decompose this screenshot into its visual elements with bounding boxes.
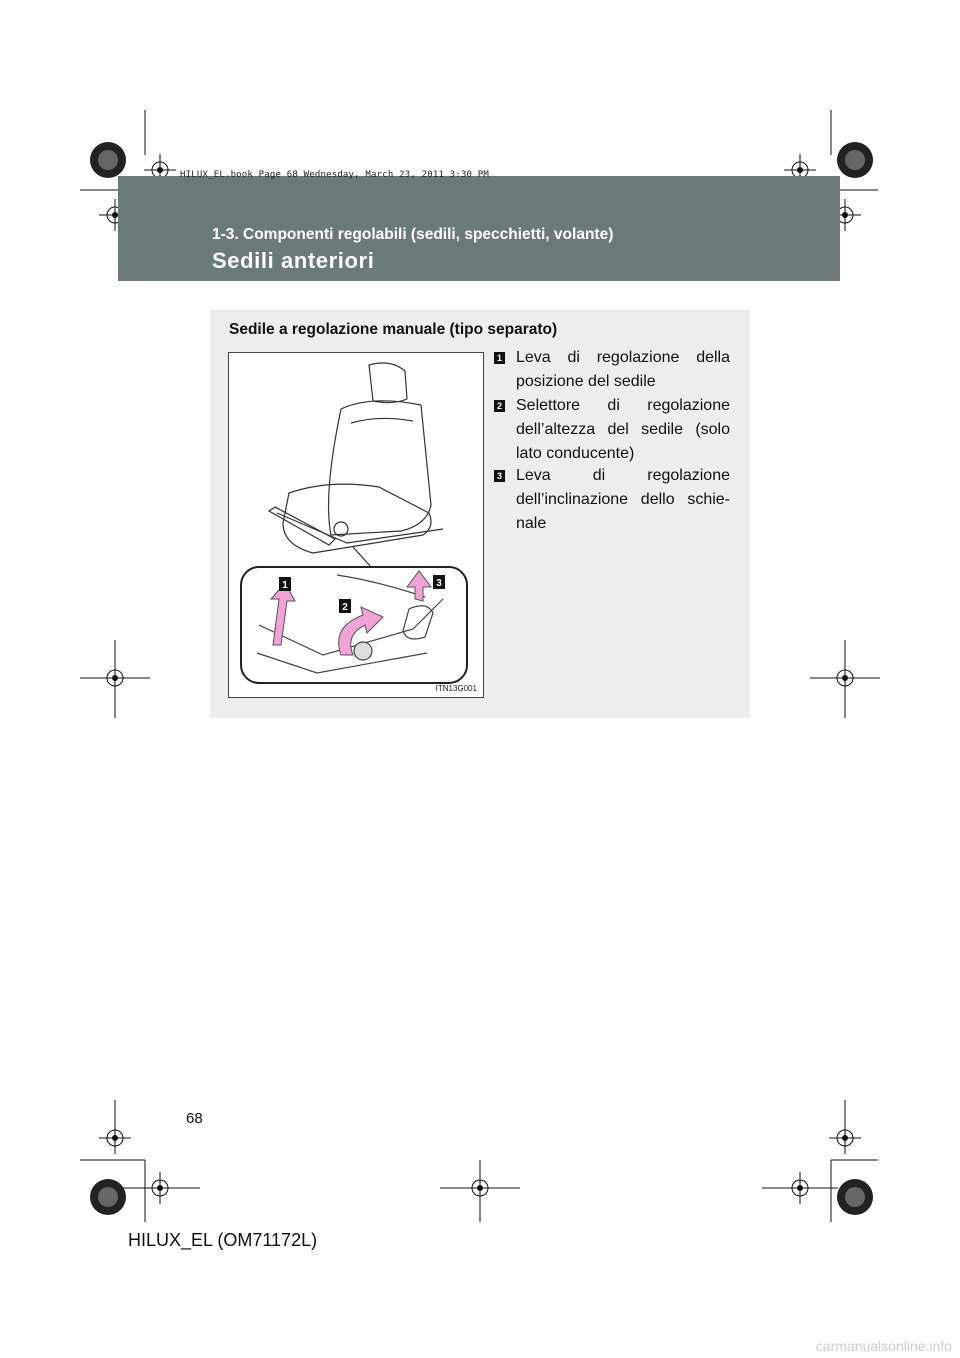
callout-item [494, 346, 730, 394]
section-title: 1-3. Componenti regolabili (sedili, specchietti, volante) [212, 226, 614, 243]
callout-text: Leva di regolazione della posizione del sedile [516, 349, 730, 390]
headrest-shape [369, 363, 407, 403]
callout-item [494, 464, 730, 536]
seat-drawing [229, 353, 485, 699]
page-number: 68 [186, 1110, 203, 1127]
seat-illustration [228, 352, 484, 698]
page-title: Sedili anteriori [212, 248, 375, 273]
backrest-shape [329, 401, 431, 535]
callout-item [494, 394, 730, 466]
figure-label-1: 1 [282, 580, 288, 591]
cushion-shape [283, 484, 431, 553]
figure-label-3: 3 [436, 578, 442, 589]
figure-code: ITN13G001 [435, 684, 477, 693]
panel-heading: Sedile a regolazione manuale (tipo separato) [229, 321, 558, 338]
callout-number: 3 [494, 470, 505, 482]
callout-number: 1 [494, 352, 505, 364]
watermark: carmanualsonline.info [815, 1338, 952, 1354]
figure-label-2: 2 [342, 602, 348, 613]
document-code: HILUX_EL (OM71172L) [128, 1230, 318, 1250]
book-metadata: HILUX_EL.book Page 68 Wednesday, March 23, 2011 3:30 PM [180, 170, 490, 180]
callout-number: 2 [494, 400, 505, 412]
callout-text: Leva di regolazione dell’inclinazione dello schie-nale [516, 467, 730, 532]
callout-text: Selettore di regolazione dell’altezza del sedile (solo lato conducente) [516, 397, 730, 462]
